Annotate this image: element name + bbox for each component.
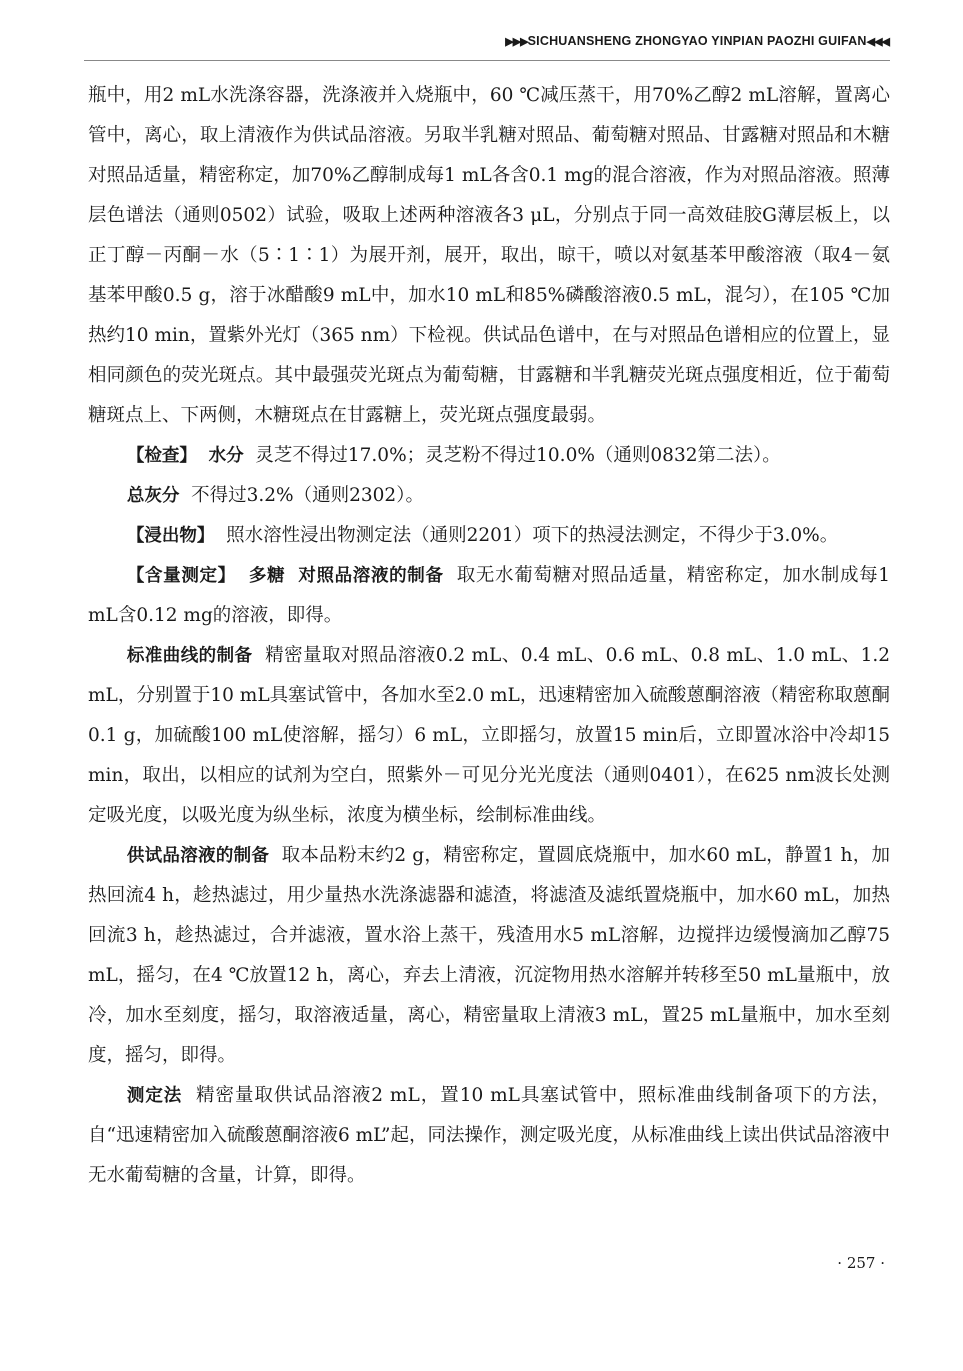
paragraph-tlc-continuation: 瓶中，用2 mL水洗涤容器，洗涤液并入烧瓶中，60 ℃减压蒸干，用70%乙醇2 mL溶解，置离心管中，离心，取上清液作为供试品溶液。另取半乳糖对照品、葡萄糖对照品、甘露糖对照品和木糖对照品适量，精密称定，加70%乙醇制成每1 mL各含0.1 mg的混合溶液，作为对照品溶液。照薄层色谱法（通则0502）试验，吸取上述两种溶液各3 μL，分别点于同一高效硅胶G薄层板上，以正丁醇－丙酮－水（5∶1∶1）为展开剂，展开，取出，晾干，喷以对氨基苯甲酸溶液（取4－氨基苯甲酸0.5 g，溶于冰醋酸9 mL中，加水10 mL和85%磷酸溶液0.5 mL，混匀），在105 ℃加热约10 min，置紫外光灯（365 nm）下检视。供试品色谱中，在与对照品色谱相应的位置上，显相同颜色的荧光斑点。其中最强荧光斑点为葡萄糖，甘露糖和半乳糖荧光斑点强度相近，位于葡萄糖斑点上、下两侧，木糖斑点在甘露糖上，荧光斑点强度最弱。 xyxy=(88,85,890,426)
total-ash-text: 不得过3.2%（通则2302）。 xyxy=(191,485,424,506)
sublabel-total-ash: 总灰分 xyxy=(126,486,180,506)
paragraph-inspection xyxy=(88,436,890,476)
paragraph-procedure xyxy=(88,1076,890,1196)
paragraph-test-solution xyxy=(88,836,890,1076)
sublabel-moisture: 水分 xyxy=(208,446,244,466)
procedure-text: 精密量取供试品溶液2 mL，置10 mL具塞试管中，照标准曲线制备项下的方法，自“迅速精密加入硫酸蒽酮溶液6 mL”起，同法操作，测定吸光度，从标准曲线上读出供试品溶液中无水葡萄糖的含量，计算，即得。 xyxy=(88,1085,890,1186)
test-solution-text: 取本品粉末约2 g，精密称定，置圆底烧瓶中，加水60 mL，静置1 h，加热回流4 h，趁热滤过，用少量热水洗涤滤器和滤渣，将滤渣及滤纸置烧瓶中，加水60 mL，加热回流3 h，趁热滤过，合并滤液，置水浴上蒸干，残渣用水5 mL溶解，边搅拌边缓慢滴加乙醇75 mL，摇匀，在4 ℃放置12 h，离心，弃去上清液，沉淀物用热水溶解并转移至50 mL量瓶中，放冷，加水至刻度，摇匀，取溶液适量，离心，精密量取上清液3 mL，置25 mL量瓶中，加水至刻度，摇匀，即得。 xyxy=(88,845,891,1066)
standard-curve-text: 精密量取对照品溶液0.2 mL、0.4 mL、0.6 mL、0.8 mL、1.0 mL、1.2 mL，分别置于10 mL具塞试管中，各加水至2.0 mL，迅速精密加入硫酸蒽酮溶液（精密称取蒽酮0.1 g，加硫酸100 mL使溶解，摇匀）6 mL，立即摇匀，放置15 min后，立即置冰浴中冷却15 min，取出，以相应的试剂为空白，照紫外－可见分光光度法（通则0401），在625 nm波长处测定吸光度，以吸光度为纵坐标，浓度为横坐标，绘制标准曲线。 xyxy=(88,645,891,826)
page-body xyxy=(88,76,890,1196)
page-number: · 257 · xyxy=(837,1254,885,1272)
header-arrows-left: ▶▶▶ xyxy=(505,36,528,48)
sublabel-polysaccharide: 多糖 xyxy=(248,566,286,586)
paragraph-extract xyxy=(88,516,890,556)
section-label-assay: 【含量测定】 xyxy=(126,566,236,586)
sublabel-reference-solution: 对照品溶液的制备 xyxy=(298,566,444,586)
paragraph-total-ash xyxy=(88,476,890,516)
moisture-text: 灵芝不得过17.0%；灵芝粉不得过10.0%（通则0832第二法）。 xyxy=(255,445,781,466)
section-label-extract: 【浸出物】 xyxy=(126,526,215,546)
header-title: SICHUANSHENG ZHONGYAO YINPIAN PAOZHI GUIFAN xyxy=(527,34,867,48)
extract-text: 照水溶性浸出物测定法（通则2201）项下的热浸法测定，不得少于3.0%。 xyxy=(226,525,839,546)
paragraph-standard-curve xyxy=(88,636,890,836)
sublabel-procedure: 测定法 xyxy=(126,1086,183,1106)
header-arrows-right: ◀◀◀ xyxy=(866,36,889,48)
sublabel-standard-curve: 标准曲线的制备 xyxy=(126,646,253,666)
section-label-inspection: 【检查】 xyxy=(126,446,197,466)
reference-solution-text: 取无水葡萄糖对照品适量，精密称定，加水制成每1 mL含0.12 mg的溶液，即得。 xyxy=(88,565,891,626)
paragraph-assay xyxy=(88,556,890,636)
running-header xyxy=(505,34,889,48)
header-divider xyxy=(84,60,890,61)
sublabel-test-solution: 供试品溶液的制备 xyxy=(126,846,270,866)
